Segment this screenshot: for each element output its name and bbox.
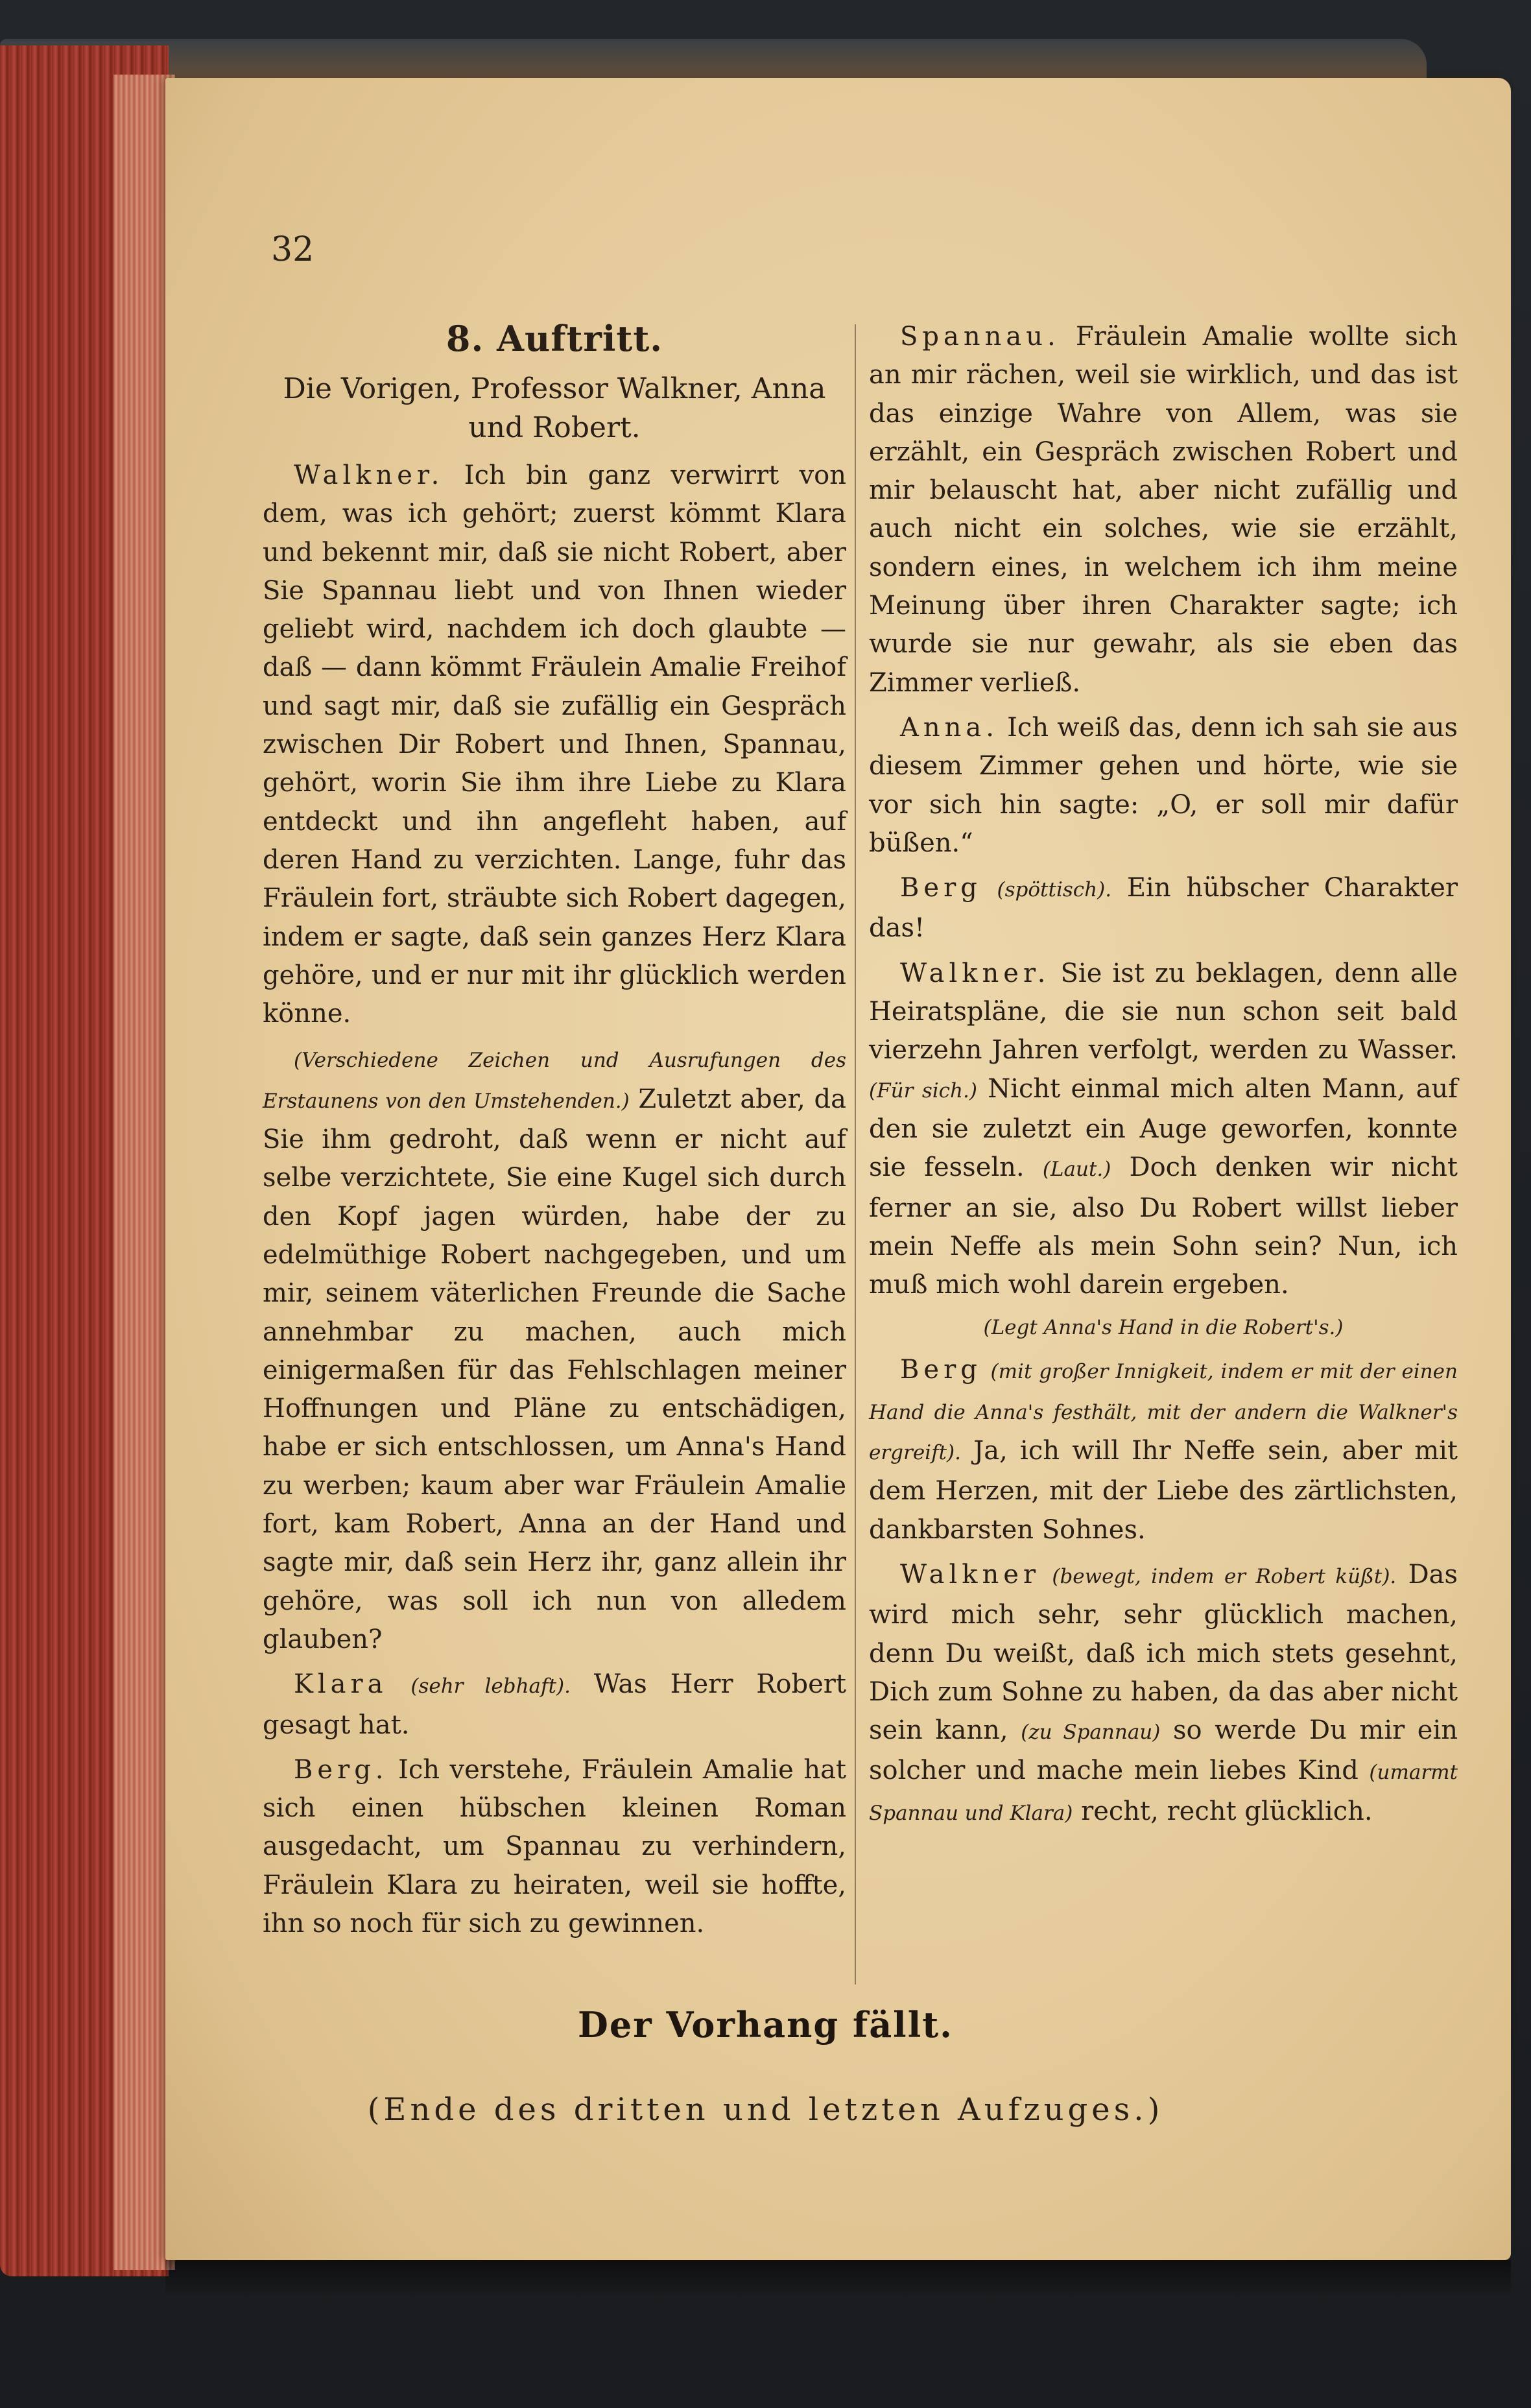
left-column [263, 318, 846, 1949]
scene-heading: 8. Auftritt. [445, 318, 663, 359]
stage-direction: (Verschiedene Zeichen und Ausrufungen des Erstaunens von den Umstehenden.) [263, 1049, 846, 1113]
speech-anna [869, 709, 1458, 863]
speaker-name: Walkner [900, 1559, 1041, 1590]
page-bottom-shadow [165, 2260, 1511, 2299]
speech-berg-1 [263, 1751, 846, 1943]
speech-klara [263, 1665, 846, 1745]
stage-direction: (zu Spannau) [1021, 1721, 1161, 1745]
speech-text: Doch denken wir nicht ferner an sie, also Du Robert willst lieber mein Neffe als mein Sohn sein? Nun, ich muß mich wohl darein ergeben. [869, 1152, 1458, 1300]
stage-direction: (Laut.) [1042, 1158, 1111, 1182]
stage-direction: (bewegt, indem er Robert küßt). [1052, 1564, 1397, 1588]
curtain-line: Der Vorhang fällt. [578, 2004, 953, 2045]
speech-text: Ich bin ganz verwirrt von dem, was ich gehört; zuerst kömmt Klara und bekennt mir, daß sie nicht Robert, aber Sie Spannau liebt und von Ihnen wieder geliebt wird, nachdem ich doch glaubte — daß — dann kömmt Fräulein Amalie Freihof und sagt mir, daß sie zufällig ein Gespräch zwischen Dir Robert und Ihnen, Spannau, gehört, worin Sie ihm ihre Liebe zu Klara entdeckt und ihn angefleht haben, auf deren Hand zu verzichten. Lange, fuhr das Fräulein fort, sträubte sich Robert dagegen, indem er sagte, daß sein ganzes Herz Klara gehöre, und er nur mit ihr glücklich werden könne. [263, 460, 846, 1029]
stage-direction: (umarmt Spannau und Klara) [869, 1761, 1458, 1825]
speech-text: recht, recht glücklich. [1081, 1796, 1373, 1826]
speaker-name: Berg [900, 873, 982, 903]
speech-text: Was Herr Robert gesagt hat. [263, 1669, 846, 1740]
speaker-name: Spannau. [900, 322, 1060, 352]
speaker-name: Walkner. [294, 460, 444, 490]
speech-text: Ich verstehe, Fräulein Amalie hat sich einen hübschen kleinen Roman ausgedacht, um Spannau zu verhindern, Fräulein Klara zu heiraten, weil sie hoffte, ihn so noch für sich zu gewinnen. [263, 1754, 847, 1938]
speech-spannau [869, 318, 1458, 702]
speech-text: so werde Du mir ein solcher und mache mein liebes Kind [869, 1715, 1458, 1786]
cast-list: Die Vorigen, Professor Walkner, Anna und Robert. [283, 372, 826, 444]
speech-text: Nicht einmal mich alten Mann, auf den sie zuletzt ein Auge geworfen, konnte sie fesseln. [869, 1073, 1458, 1183]
speech-walkner-1-cont [263, 1040, 846, 1659]
speech-text: Das wird mich sehr, sehr glücklich machen, denn Du weißt, daß ich mich stets gesehnt, Dich zum Sohne zu haben, da das aber nicht sein kann, [869, 1559, 1458, 1746]
speech-walkner-2 [869, 955, 1458, 1305]
stage-direction: (spöttisch). [997, 878, 1112, 902]
speech-walkner-1 [263, 457, 846, 1033]
speaker-name: Anna. [900, 712, 999, 743]
speaker-name: Klara [294, 1669, 388, 1700]
speech-text: Zuletzt aber, da Sie ihm gedroht, daß wenn er nicht auf selbe verzichtete, Sie eine Kugel sich durch den Kopf jagen würden, habe der zu edelmüthige Robert nachgegeben, und um mir, seinem väterlichen Freunde die Sache annehmbar zu machen, auch mich einigermaßen für das Fehlschlagen meiner Hoffnungen und Pläne zu entschädigen, habe er sich entschlossen, um Anna's Hand zu werben; kaum aber war Fräulein Amalie fort, kam Robert, Anna an der Hand und sagte mir, daß sein Herz ihr, ganz allein ihr gehöre, was soll ich nun von alledem glauben? [263, 1084, 846, 1654]
speaker-name: Berg. [294, 1754, 388, 1785]
speech-walkner-3 [869, 1556, 1458, 1833]
speech-berg-2 [869, 869, 1458, 948]
speech-berg-3 [869, 1351, 1458, 1549]
speaker-name: Walkner. [900, 958, 1050, 988]
stage-direction-line: (Legt Anna's Hand in die Robert's.) [983, 1316, 1344, 1340]
page-number: 32 [271, 230, 315, 269]
act-end-line: (Ende des dritten und letzten Aufzuges.) [367, 2092, 1164, 2128]
right-column [869, 318, 1458, 1839]
stage-direction: (sehr lebhaft). [410, 1675, 571, 1699]
speech-text: Ein hübscher Charakter das! [869, 873, 1458, 944]
speech-text: Fräulein Amalie wollte sich an mir rächen, weil sie wirklich, und das ist das einzige Wahre von Allem, was sie erzählt, ein Gespräch zwischen Robert und mir belauscht hat, aber nicht zufällig und auch nicht ein solches, wie sie erzählt, sondern eines, in welchem ich ihm meine Meinung über ihren Charakter sagte; ich wurde sie nur gewahr, als sie eben das Zimmer verließ. [869, 322, 1458, 698]
speech-text: Sie ist zu beklagen, denn alle Heiratspläne, die sie nun schon seit bald vierzehn Jahren verfolgt, werden zu Wasser. [869, 958, 1458, 1066]
stage-direction: (Für sich.) [869, 1079, 977, 1103]
speech-text: Ja, ich will Ihr Neffe sein, aber mit dem Herzen, mit der Liebe des zärtlichsten, dankbarsten Sohnes. [869, 1436, 1458, 1545]
speaker-name: Berg [900, 1355, 982, 1385]
speech-text: Ich weiß das, denn ich sah sie aus diesem Zimmer gehen und hörte, wie sie vor sich hin sagte: „O, er soll mir dafür büßen.“ [869, 712, 1458, 858]
column-divider [855, 324, 856, 1985]
stage-direction: (mit großer Innigkeit, indem er mit der einen Hand die Anna's festhält, mit der andern die Walkner's ergreift). [869, 1360, 1458, 1465]
